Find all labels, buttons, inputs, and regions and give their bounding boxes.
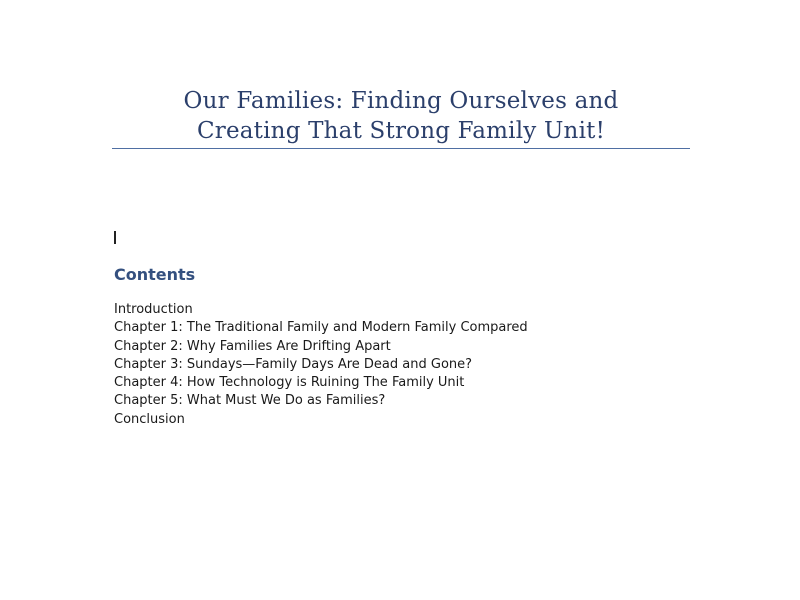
toc-item-conclusion[interactable]: Conclusion — [114, 411, 185, 427]
table-of-contents — [114, 301, 528, 429]
title-line-2: Creating That Strong Family Unit! — [196, 118, 606, 144]
title-line-1: Our Families: Finding Ourselves and — [183, 88, 619, 114]
toc-item-chapter-1[interactable]: Chapter 1: The Traditional Family and Modern Family Compared — [114, 320, 528, 336]
document-title — [112, 86, 690, 146]
toc-item-chapter-5[interactable]: Chapter 5: What Must We Do as Families? — [114, 393, 386, 409]
text-cursor[interactable] — [114, 231, 116, 244]
toc-item-chapter-4[interactable]: Chapter 4: How Technology is Ruining The Family Unit — [114, 375, 465, 391]
toc-item-introduction[interactable]: Introduction — [114, 302, 193, 317]
toc-item-chapter-3[interactable]: Chapter 3: Sundays—Family Days Are Dead and Gone? — [114, 356, 473, 372]
title-underline-rule — [112, 148, 690, 149]
toc-item-chapter-2[interactable]: Chapter 2: Why Families Are Drifting Apart — [114, 338, 391, 354]
contents-heading: Contents — [114, 265, 196, 284]
